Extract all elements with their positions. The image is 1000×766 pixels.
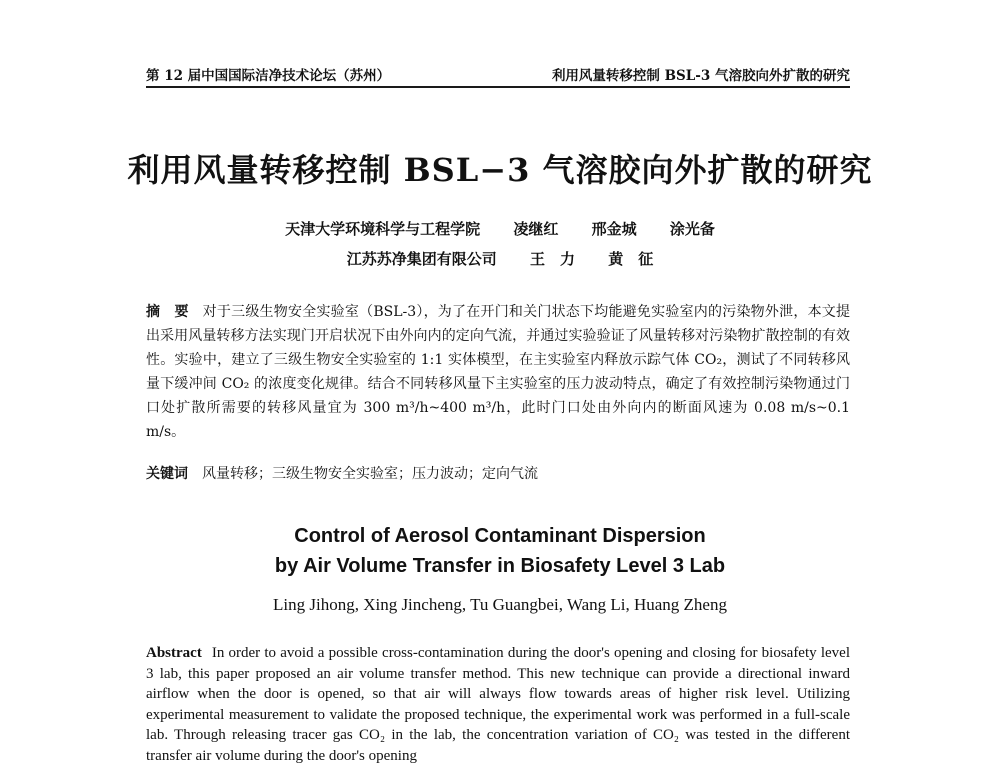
author-name: 邢金城 xyxy=(591,220,637,238)
header-short-title: 利用风量转移控制 BSL-3 气溶胶向外扩散的研究 xyxy=(551,68,850,84)
header-conference: 第 12 届中国国际洁净技术论坛（苏州） xyxy=(146,68,391,84)
english-abstract xyxy=(146,643,850,766)
abstract-text-en: In order to avoid a possible cross-contamination during the door's opening and closing for biosafety level 3 lab, this paper proposed an air volume transfer method. This new technique can provide a directional inward airflow when the door is opened, so that air will always flow towards areas of higher risk level. Utilizing experimental measurement to validate the proposed technique, the experimental work was performed in a full-scale lab. Through releasing tracer gas CO₂ in the lab, the concentration variation of CO₂ was tested in the different transfer air volume during the door's opening xyxy=(146,645,850,764)
author-name: 凌继红 xyxy=(513,220,559,238)
author-name: 王 力 xyxy=(529,250,575,268)
author-name: 黄 征 xyxy=(608,250,654,268)
author-name: 涂光备 xyxy=(669,220,715,238)
chinese-abstract xyxy=(146,300,850,444)
affiliation-org: 天津大学环境科学与工程学院 xyxy=(285,220,481,238)
english-authors: Ling Jihong, Xing Jincheng, Tu Guangbei, Wang Li, Huang Zheng xyxy=(273,595,727,614)
affiliation-2 xyxy=(0,248,1000,269)
chinese-title: 利用风量转移控制 BSL−3 气溶胶向外扩散的研究 xyxy=(127,151,873,189)
chinese-keywords xyxy=(146,462,850,486)
english-title-line-1: Control of Aerosol Contaminant Dispersion xyxy=(294,525,706,547)
running-header xyxy=(146,62,850,88)
abstract-text: 对于三级生物安全实验室（BSL-3），为了在开门和关门状态下均能避免实验室内的污染物外泄，本文提出采用风量转移方法实现门开启状况下由外向内的定向气流，并通过实验验证了风量转移对污染物扩散控制的有效性。实验中，建立了三级生物安全实验室的 1:1 实体模型，在主实验室内释放示踪气体 CO₂，测试了不同转移风量下缓冲间 CO₂ 的浓度变化规律。结合不同转移风量下主实验室的压力波动特点，确定了有效控制污染物通过门口处扩散所需要的转移风量宜为 300 m³/h~400 m³/h，此时门口处由外向内的断面风速为 0.08 m/s~0.1 m/s。 xyxy=(146,304,851,440)
keywords-label: 关键词 xyxy=(146,466,188,482)
affiliation-1 xyxy=(0,218,1000,239)
abstract-label-en: Abstract xyxy=(146,645,202,661)
affiliation-org: 江苏苏净集团有限公司 xyxy=(346,250,497,268)
english-title-line-2: by Air Volume Transfer in Biosafety Level 3 Lab xyxy=(274,555,726,577)
english-title xyxy=(0,521,1000,581)
keywords-text: 风量转移；三级生物安全实验室；压力波动；定向气流 xyxy=(202,466,538,482)
abstract-label: 摘 要 xyxy=(146,304,189,320)
